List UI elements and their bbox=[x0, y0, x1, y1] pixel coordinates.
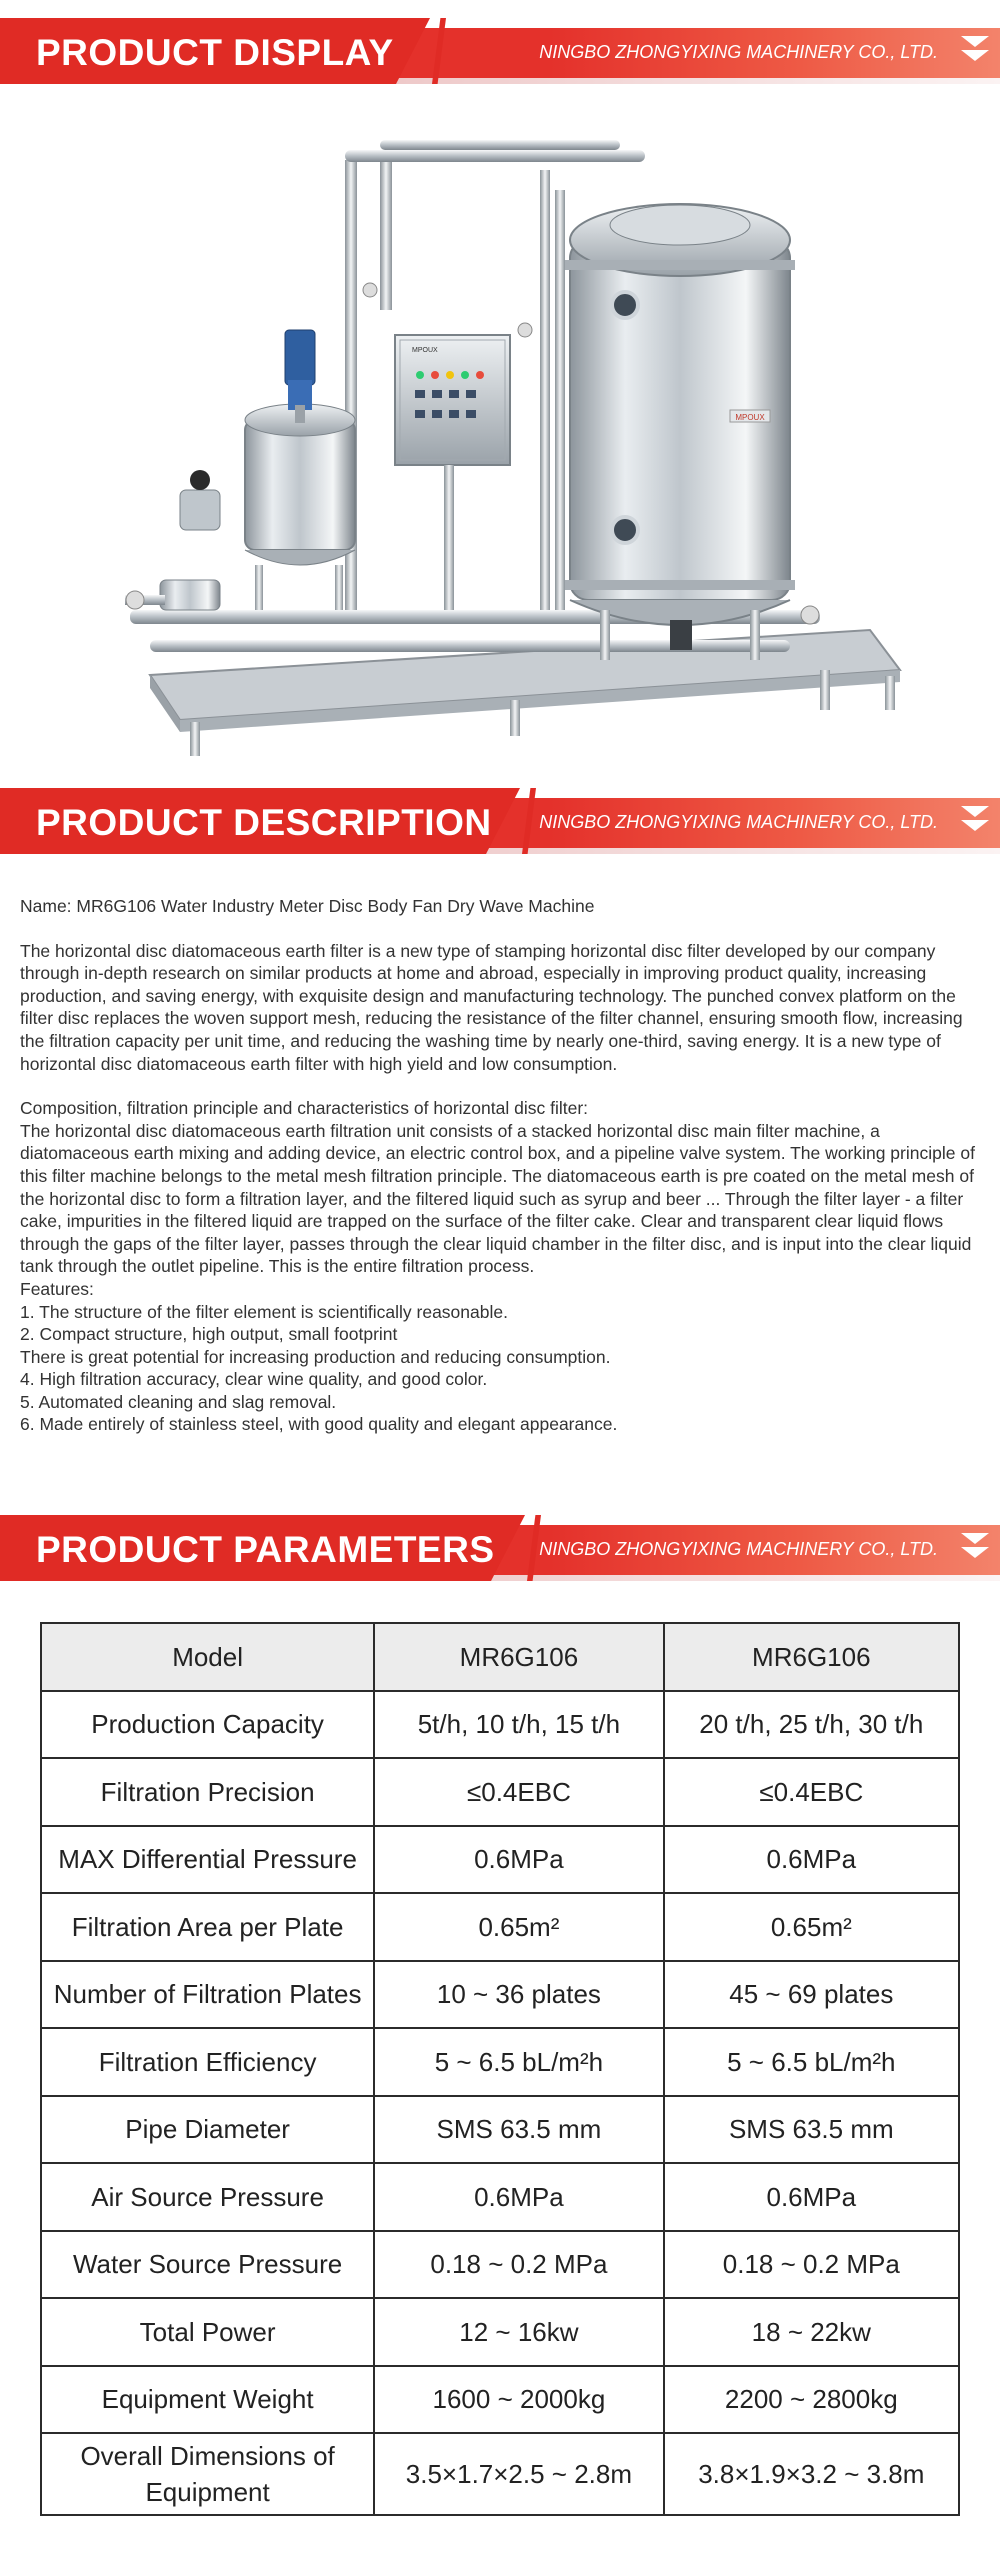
table-cell: Number of Filtration Plates bbox=[41, 1961, 374, 2029]
table-cell: Filtration Efficiency bbox=[41, 2028, 374, 2096]
feature-item: 4. High filtration accuracy, clear wine quality, and good color. bbox=[20, 1369, 488, 1390]
table-cell: Air Source Pressure bbox=[41, 2163, 374, 2231]
table-cell: 0.18 ~ 0.2 MPa bbox=[374, 2231, 663, 2299]
table-cell: Equipment Weight bbox=[41, 2366, 374, 2434]
section-title-parameters: PRODUCT PARAMETERS bbox=[36, 1529, 495, 1570]
feature-item: There is great potential for increasing production and reducing consumption. bbox=[20, 1346, 611, 1367]
product-description-banner bbox=[0, 784, 1000, 864]
tank-brand-label: MPOUX bbox=[735, 413, 765, 422]
table-row bbox=[41, 2163, 959, 2231]
features-heading: Features: bbox=[20, 1278, 94, 1299]
section-title-display: PRODUCT DISPLAY bbox=[36, 32, 394, 73]
composition-paragraph: The horizontal disc diatomaceous earth filtration unit consists of a stacked horizontal disc main filter machine, a diatomaceous earth mixing and adding device, an electric control box, and a pipeline valve system. The working principle of this filter machine belongs to the metal mesh filtration principle. The diatomaceous earth is pre coated on the metal mesh of the horizontal disc to form a filtration layer, and the filtered liquid such as syrup and beer ... Through the filter layer - a filter cake, impurities in the filtered liquid are trapped on the surface of the filter cake. Clear and transparent clear liquid flows through the gaps of the filter layer, passes through the clear liquid chamber in the filter disc, and is input into the clear liquid tank through the outlet pipeline. This is the entire filtration process. bbox=[20, 1120, 975, 1277]
table-cell: 5 ~ 6.5 bL/m²h bbox=[664, 2028, 959, 2096]
company-name: NINGBO ZHONGYIXING MACHINERY CO., LTD. bbox=[539, 1539, 938, 1559]
table-cell: Total Power bbox=[41, 2298, 374, 2366]
table-cell: SMS 63.5 mm bbox=[374, 2096, 663, 2164]
table-header-cell: Model bbox=[41, 1623, 374, 1691]
section-title-description: PRODUCT DESCRIPTION bbox=[36, 802, 492, 843]
table-cell: 0.6MPa bbox=[374, 2163, 663, 2231]
table-header-cell: MR6G106 bbox=[664, 1623, 959, 1691]
table-cell: 18 ~ 22kw bbox=[664, 2298, 959, 2366]
table-cell: 0.6MPa bbox=[664, 2163, 959, 2231]
filter-machine-illustration bbox=[40, 110, 980, 770]
table-cell: 3.5×1.7×2.5 ~ 2.8m bbox=[374, 2433, 663, 2515]
table-cell: SMS 63.5 mm bbox=[664, 2096, 959, 2164]
product-display-banner bbox=[0, 14, 1000, 94]
company-name: NINGBO ZHONGYIXING MACHINERY CO., LTD. bbox=[539, 812, 938, 832]
product-name-line: Name: MR6G106 Water Industry Meter Disc Body Fan Dry Wave Machine bbox=[20, 896, 595, 916]
table-cell: 5t/h, 10 t/h, 15 t/h bbox=[374, 1691, 663, 1759]
table-cell: 0.18 ~ 0.2 MPa bbox=[664, 2231, 959, 2299]
table-row bbox=[41, 1826, 959, 1894]
table-cell: 12 ~ 16kw bbox=[374, 2298, 663, 2366]
table-row bbox=[41, 1961, 959, 2029]
feature-item: 6. Made entirely of stainless steel, with good quality and elegant appearance. bbox=[20, 1414, 618, 1435]
product-image bbox=[40, 110, 980, 770]
panel-brand-label: MPOUX bbox=[412, 347, 438, 354]
table-cell: Pipe Diameter bbox=[41, 2096, 374, 2164]
table-row bbox=[41, 2433, 959, 2515]
table-row bbox=[41, 2231, 959, 2299]
table-header-row bbox=[41, 1623, 959, 1691]
table-cell: Filtration Area per Plate bbox=[41, 1893, 374, 1961]
table-cell: 3.8×1.9×3.2 ~ 3.8m bbox=[664, 2433, 959, 2515]
table-row bbox=[41, 2096, 959, 2164]
table-cell: 2200 ~ 2800kg bbox=[664, 2366, 959, 2434]
table-cell: ≤0.4EBC bbox=[664, 1758, 959, 1826]
table-row bbox=[41, 1691, 959, 1759]
table-cell: 0.6MPa bbox=[664, 1826, 959, 1894]
table-cell: 20 t/h, 25 t/h, 30 t/h bbox=[664, 1691, 959, 1759]
product-parameters-banner bbox=[0, 1511, 1000, 1591]
table-cell: Production Capacity bbox=[41, 1691, 374, 1759]
product-description bbox=[20, 895, 980, 1436]
table-cell: Filtration Precision bbox=[41, 1758, 374, 1826]
parameters-table bbox=[40, 1622, 960, 2516]
chevron-down-icon bbox=[958, 806, 992, 844]
feature-item: 2. Compact structure, high output, small footprint bbox=[20, 1324, 398, 1345]
table-cell: Overall Dimensions of Equipment bbox=[41, 2433, 374, 2515]
table-header-cell: MR6G106 bbox=[374, 1623, 663, 1691]
table-row bbox=[41, 1893, 959, 1961]
feature-item: 1. The structure of the filter element is scientifically reasonable. bbox=[20, 1301, 508, 1322]
table-cell: ≤0.4EBC bbox=[374, 1758, 663, 1826]
table-cell: 5 ~ 6.5 bL/m²h bbox=[374, 2028, 663, 2096]
intro-paragraph: The horizontal disc diatomaceous earth filter is a new type of stamping horizontal disc filter developed by our company through in-depth research on similar products at home and abroad, especially in improving product quality, increasing production, and saving energy, with exquisite design and manufacturing technology. The punched convex platform on the filter disc replaces the woven support mesh, reducing the resistance of the filter channel, ensuring smooth flow, increasing the filtration capacity per unit time, and reducing the washing time by nearly one-third, saving energy. It is a new type of horizontal disc diatomaceous earth filter with high yield and low consumption. bbox=[20, 940, 963, 1074]
table-row bbox=[41, 2028, 959, 2096]
table-row bbox=[41, 1758, 959, 1826]
table-cell: 45 ~ 69 plates bbox=[664, 1961, 959, 2029]
table-cell: Water Source Pressure bbox=[41, 2231, 374, 2299]
chevron-down-icon bbox=[958, 36, 992, 74]
table-cell: 0.6MPa bbox=[374, 1826, 663, 1894]
table-cell: MAX Differential Pressure bbox=[41, 1826, 374, 1894]
table-cell: 0.65m² bbox=[664, 1893, 959, 1961]
table-cell: 10 ~ 36 plates bbox=[374, 1961, 663, 2029]
table-cell: 0.65m² bbox=[374, 1893, 663, 1961]
company-name: NINGBO ZHONGYIXING MACHINERY CO., LTD. bbox=[539, 42, 938, 62]
table-row bbox=[41, 2366, 959, 2434]
feature-item: 5. Automated cleaning and slag removal. bbox=[20, 1391, 337, 1412]
table-row bbox=[41, 2298, 959, 2366]
table-cell: 1600 ~ 2000kg bbox=[374, 2366, 663, 2434]
composition-heading: Composition, filtration principle and characteristics of horizontal disc filter: bbox=[20, 1098, 589, 1119]
chevron-down-icon bbox=[958, 1533, 992, 1571]
